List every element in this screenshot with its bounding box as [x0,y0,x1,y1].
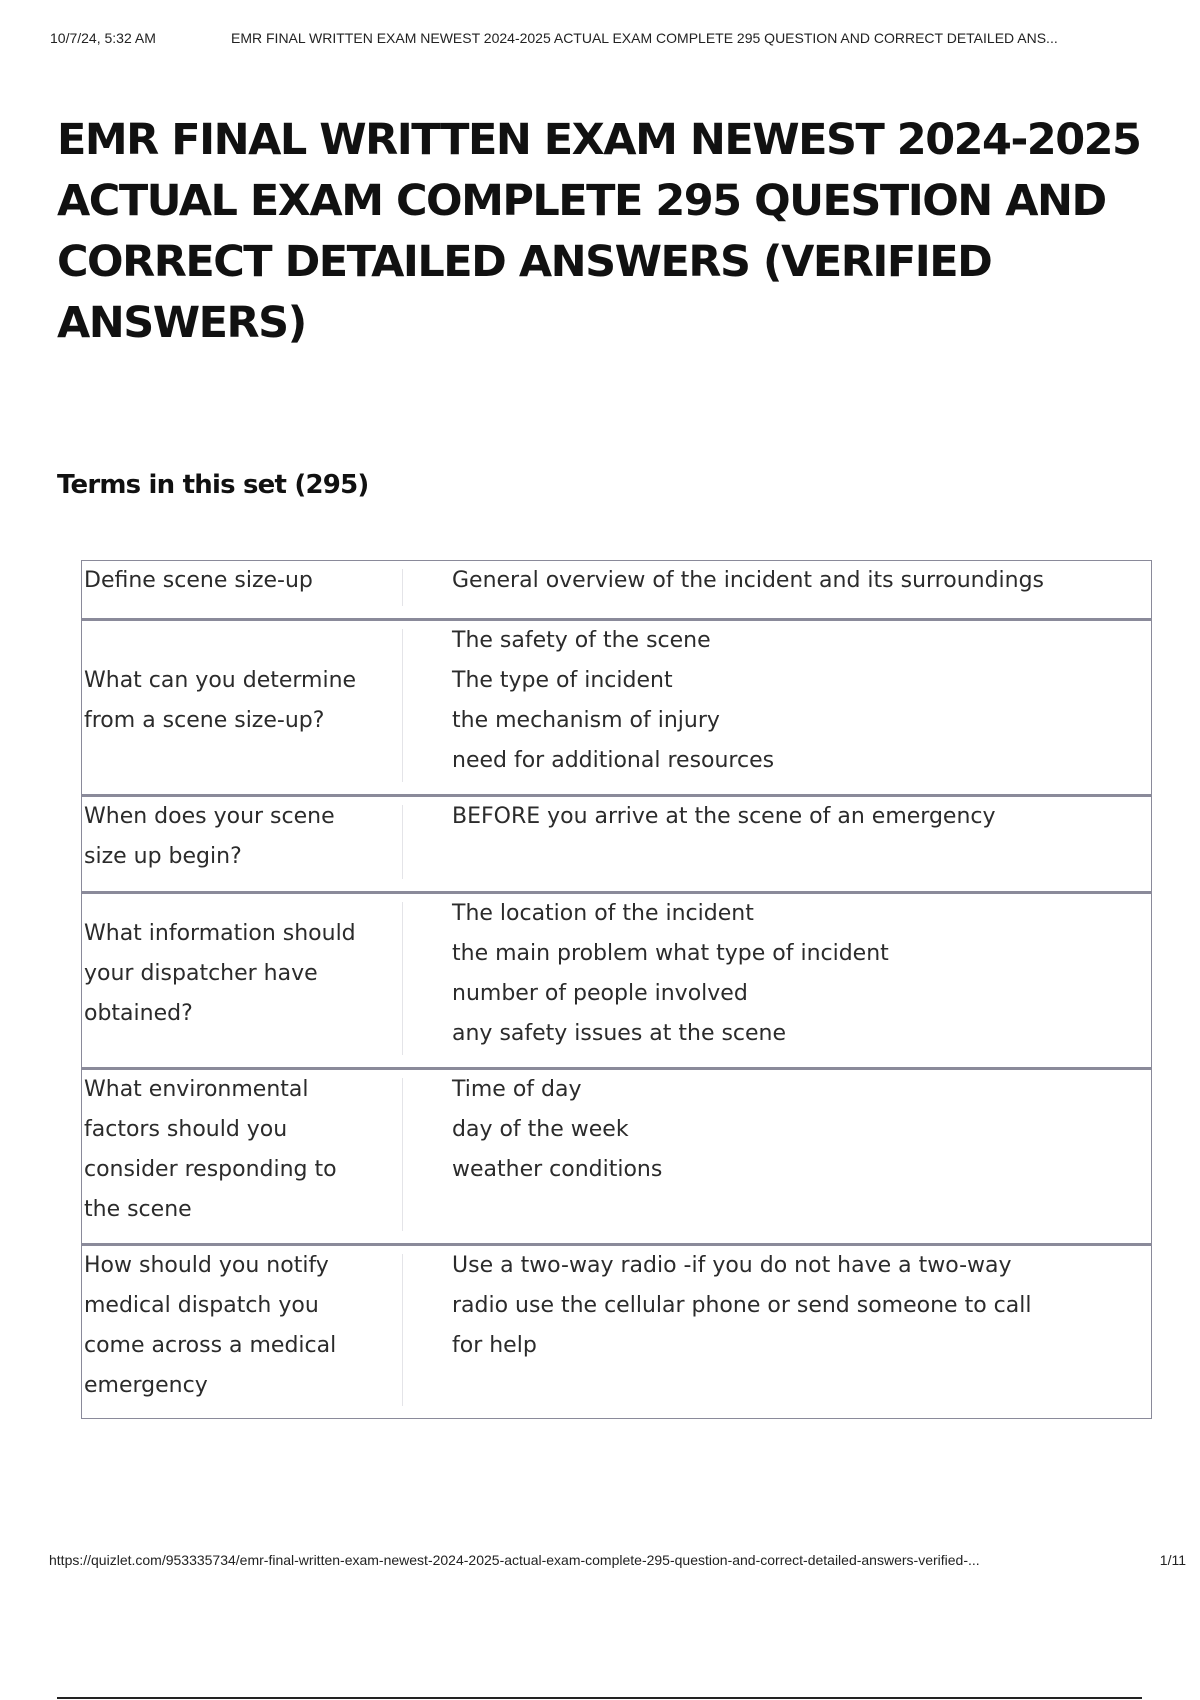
term-definition: BEFORE you arrive at the scene of an emergency [452,804,996,829]
term-word: What information should your dispatcher have obtained? [84,921,356,1026]
page-title: EMR FINAL WRITTEN EXAM NEWEST 2024-2025 ACTUAL EXAM COMPLETE 295 QUESTION AND CORRECT DETAILED ANSWERS (VERIFIED ANSWERS) [57,115,1141,348]
term-word: When does your scene size up begin? [84,804,335,869]
print-footer [49,1552,1186,1572]
term-row [81,618,1152,794]
term-divider [402,569,403,606]
term-row [81,1243,1152,1419]
terms-table [81,560,1152,1419]
term-divider [402,902,403,1055]
term-divider [402,629,403,782]
term-word: How should you notify medical dispatch you come across a medical emergency [84,1253,337,1398]
print-doc-title: EMR FINAL WRITTEN EXAM NEWEST 2024-2025 ACTUAL EXAM COMPLETE 295 QUESTION AND CORRECT DETAILED ANS... [231,30,1058,46]
term-divider [402,805,403,879]
term-divider [402,1254,403,1406]
term-definition: General overview of the incident and its surroundings [452,568,1045,593]
term-row [81,891,1152,1067]
term-definition: Use a two-way radio -if you do not have a two-way radio use the cellular phone or send someone to call for help [452,1253,1032,1358]
bottom-divider [57,1697,1142,1699]
term-divider [402,1078,403,1231]
print-url: https://quizlet.com/953335734/emr-final-written-exam-newest-2024-2025-actual-exam-complete-295-question-and-correct-detailed-answers-verified-... [49,1552,980,1568]
term-definition: Time of day day of the week weather conditions [452,1077,663,1182]
term-definition: The location of the incident the main problem what type of incident number of people involved any safety issues at the scene [452,901,889,1046]
terms-set-heading: Terms in this set (295) [57,470,369,500]
term-row [81,1067,1152,1243]
page-number: 1/11 [1159,1552,1186,1568]
term-word: Define scene size-up [84,568,313,593]
term-word: What can you determine from a scene size-up? [84,668,357,733]
print-date: 10/7/24, 5:32 AM [50,30,156,46]
print-header [50,30,1186,50]
term-word: What environmental factors should you consider responding to the scene [84,1077,337,1222]
term-definition: The safety of the scene The type of incident the mechanism of injury need for additional resources [452,628,775,773]
term-row [81,560,1152,618]
term-row [81,794,1152,891]
